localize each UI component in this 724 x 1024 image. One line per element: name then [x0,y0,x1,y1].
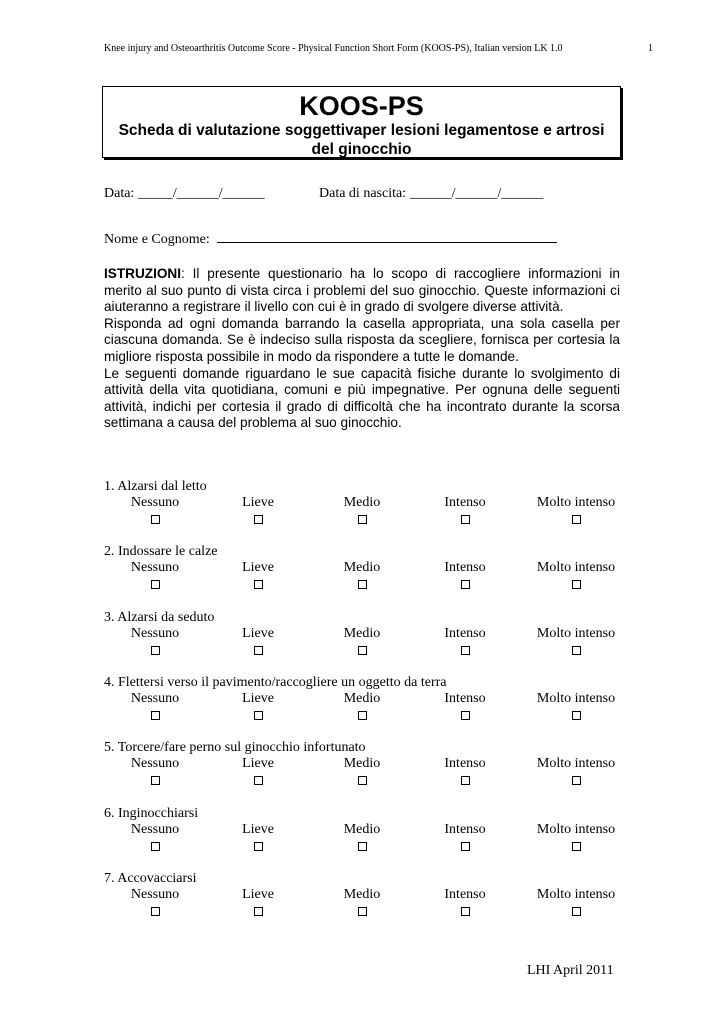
option-label: Medio [343,756,381,771]
option-label: Nessuno [130,887,180,902]
answer-option [110,626,200,655]
checkbox[interactable] [461,515,470,524]
checkbox[interactable] [151,515,160,524]
checkbox[interactable] [358,907,367,916]
answer-option [420,626,510,655]
question-label: 5. Torcere/fare perno sul ginocchio infortunato [104,740,366,755]
answer-option [317,756,407,785]
option-label: Molto intenso [536,887,616,902]
question-label: 3. Alzarsi da seduto [104,610,215,625]
option-label: Lieve [242,822,274,837]
option-label: Lieve [242,756,274,771]
question [104,675,624,735]
option-label: Intenso [444,822,486,837]
question [104,479,624,539]
checkbox[interactable] [151,842,160,851]
header-text: Knee injury and Osteoarthritis Outcome Score - Physical Function Short Form (KOOS-PS), Italian version LK 1.0 [104,43,563,54]
checkbox[interactable] [461,711,470,720]
question-label: 6. Inginocchiarsi [104,806,199,821]
question [104,871,624,931]
question-label: 1. Alzarsi dal letto [104,479,207,494]
checkbox[interactable] [358,646,367,655]
answer-option [531,495,621,524]
answer-option [420,756,510,785]
checkbox[interactable] [572,515,581,524]
option-label: Molto intenso [536,691,616,706]
option-label: Medio [343,626,381,641]
question [104,610,624,670]
checkbox[interactable] [254,776,263,785]
answer-option [317,887,407,916]
answer-option [531,560,621,589]
checkbox[interactable] [461,580,470,589]
option-label: Nessuno [130,495,180,510]
answer-option [110,691,200,720]
instructions-para-1 [104,266,620,316]
option-label: Lieve [242,560,274,575]
name-field [104,230,557,249]
title-box [102,86,621,158]
date-field [104,185,265,203]
question-label: 4. Flettersi verso il pavimento/raccogliere un oggetto da terra [104,675,447,690]
checkbox[interactable] [254,515,263,524]
option-label: Molto intenso [536,560,616,575]
birth-date-label: Data di nascita: [319,186,407,201]
checkbox[interactable] [254,711,263,720]
answer-option [213,756,303,785]
option-label: Medio [343,887,381,902]
option-label: Nessuno [130,756,180,771]
answer-option [213,560,303,589]
option-label: Intenso [444,626,486,641]
checkbox[interactable] [572,646,581,655]
option-label: Nessuno [130,626,180,641]
checkbox[interactable] [461,776,470,785]
name-label: Nome e Cognome: [104,232,210,247]
answer-option [110,495,200,524]
footer-text: LHI April 2011 [527,963,614,978]
document-subtitle: Scheda di valutazione soggettivaper lesioni legamentose e artrosi del ginocchio [118,122,605,158]
checkbox[interactable] [358,776,367,785]
option-label: Intenso [444,756,486,771]
checkbox[interactable] [151,907,160,916]
option-label: Intenso [444,887,486,902]
checkbox[interactable] [254,646,263,655]
answer-option [420,495,510,524]
answer-option [213,495,303,524]
answer-option [213,822,303,851]
checkbox[interactable] [151,776,160,785]
option-label: Lieve [242,495,274,510]
option-label: Nessuno [130,822,180,837]
answer-option [317,626,407,655]
checkbox[interactable] [572,580,581,589]
option-label: Molto intenso [536,626,616,641]
checkbox[interactable] [358,842,367,851]
option-label: Medio [343,560,381,575]
option-label: Lieve [242,887,274,902]
name-blank[interactable] [217,230,557,243]
birth-date-blank[interactable]: ______/______/______ [409,186,544,201]
answer-option [531,887,621,916]
checkbox[interactable] [461,646,470,655]
option-label: Molto intenso [536,495,616,510]
checkbox[interactable] [572,842,581,851]
question [104,806,624,866]
instructions-text-1: : Il presente questionario ha lo scopo di raccogliere informazioni in merito al suo punto di vista circa i problemi del suo ginocchio. Queste informazioni ci aiuteranno a registrare il livello con cui è in grado di svolgere diverse attività. [104,266,620,315]
option-label: Molto intenso [536,756,616,771]
answer-option [110,887,200,916]
checkbox[interactable] [151,580,160,589]
checkbox[interactable] [358,515,367,524]
option-label: Intenso [444,560,486,575]
answer-option [317,560,407,589]
checkbox[interactable] [358,711,367,720]
answer-option [213,691,303,720]
answer-option [317,822,407,851]
answer-option [110,822,200,851]
checkbox[interactable] [151,646,160,655]
checkbox[interactable] [572,776,581,785]
answer-option [420,887,510,916]
option-label: Intenso [444,691,486,706]
answer-option [531,626,621,655]
answer-option [317,691,407,720]
answer-option [110,756,200,785]
instructions-para-2: Risponda ad ogni domanda barrando la casella appropriata, una sola casella per ciascuna domanda. Se è indeciso sulla risposta da scegliere, fornisca per cortesia la migliore risposta possibile in modo da rispondere a tutte le domande. [104,315,620,364]
instructions [104,266,620,432]
checkbox[interactable] [572,907,581,916]
option-label: Intenso [444,495,486,510]
date-blank[interactable]: _____/______/______ [137,186,265,201]
answer-option [531,756,621,785]
instructions-lead: ISTRUZIONI [104,266,182,281]
page-number: 1 [648,43,653,54]
checkbox[interactable] [254,580,263,589]
checkbox[interactable] [151,711,160,720]
option-label: Medio [343,822,381,837]
option-label: Medio [343,691,381,706]
option-label: Nessuno [130,560,180,575]
checkbox[interactable] [254,907,263,916]
date-label: Data: [104,186,135,201]
option-label: Medio [343,495,381,510]
answer-option [420,822,510,851]
question-label: 7. Accovacciarsi [104,871,197,886]
option-label: Molto intenso [536,822,616,837]
answer-option [317,495,407,524]
question [104,544,624,604]
answer-option [531,822,621,851]
instructions-para-3: Le seguenti domande riguardano le sue capacità fisiche durante lo svolgimento di attività della vita quotidiana, comuni e più impegnative. Per ognuna delle seguenti attività, indichi per cortesia il grado di difficoltà che ha incontrato durante la scorsa settimana a causa del problema al suo ginocchio. [104,365,620,431]
answer-option [110,560,200,589]
checkbox[interactable] [461,907,470,916]
birth-date-field [319,185,543,203]
answer-option [213,887,303,916]
answer-option [531,691,621,720]
answer-option [420,691,510,720]
checkbox[interactable] [461,842,470,851]
answer-option [420,560,510,589]
checkbox[interactable] [358,580,367,589]
option-label: Nessuno [130,691,180,706]
checkbox[interactable] [572,711,581,720]
answer-option [213,626,303,655]
question [104,740,624,800]
checkbox[interactable] [254,842,263,851]
option-label: Lieve [242,691,274,706]
question-label: 2. Indossare le calze [104,544,218,559]
option-label: Lieve [242,626,274,641]
document-title: KOOS-PS [299,91,424,121]
